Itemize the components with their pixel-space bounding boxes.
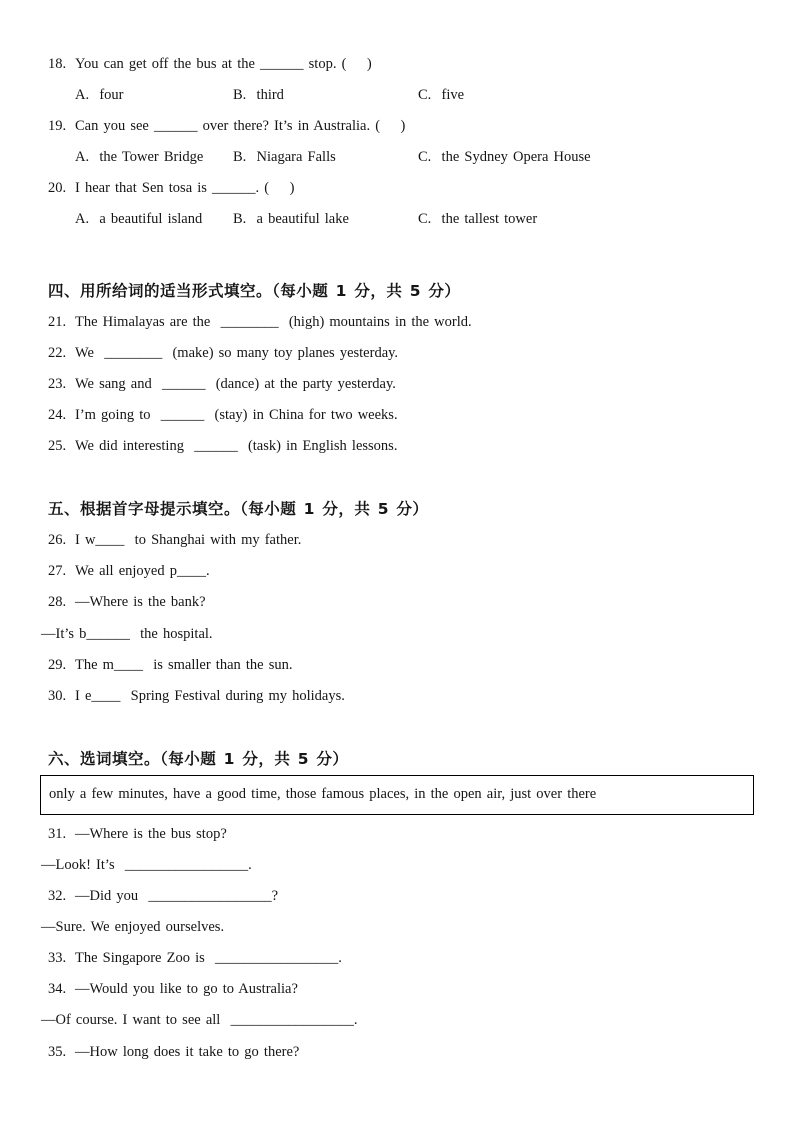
question-number: 27. <box>48 563 67 580</box>
question-number: 28. <box>48 594 67 611</box>
question-number: 32. <box>48 888 67 905</box>
question-number: 33. <box>48 950 67 967</box>
question-32-answer-line <box>41 912 763 943</box>
question-number: 31. <box>48 825 67 842</box>
question-text: —Where is the bus stop? <box>75 825 227 842</box>
option-b: B. third <box>233 87 284 104</box>
question-18-options <box>48 80 763 111</box>
question-number: 25. <box>48 438 67 455</box>
option-a: A. a beautiful island <box>75 211 203 228</box>
question-text: We did interesting ______ (task) in English lessons. <box>75 438 398 455</box>
question-text: I hear that Sen tosa is ______. ( ) <box>75 180 295 197</box>
section-4-header: 四、用所给词的适当形式填空。（每小题 1 分，共 5 分） <box>48 281 461 300</box>
question-33 <box>48 943 763 974</box>
question-35 <box>48 1037 763 1068</box>
section-6-items <box>41 819 763 1068</box>
question-text: We all enjoyed p____. <box>75 563 210 580</box>
question-number: 26. <box>48 532 67 549</box>
option-b: B. a beautiful lake <box>233 211 349 228</box>
question-34-answer-line <box>41 1005 763 1036</box>
question-28-answer-line <box>41 619 763 650</box>
question-text: —Look! It’s _________________. <box>41 856 252 873</box>
option-c: C. the Sydney Opera House <box>418 149 591 166</box>
question-text: We ________ (make) so many toy planes yesterday. <box>75 344 399 361</box>
question-25 <box>48 431 763 462</box>
question-text: You can get off the bus at the ______ stop. ( ) <box>75 56 372 72</box>
question-text: I’m going to ______ (stay) in China for two weeks. <box>75 406 398 423</box>
question-text: I w____ to Shanghai with my father. <box>75 532 302 549</box>
option-c: C. the tallest tower <box>418 211 538 228</box>
section-4-items <box>48 307 763 462</box>
question-text: The Himalayas are the ________ (high) mountains in the world. <box>75 313 472 330</box>
question-26 <box>48 525 763 556</box>
question-29 <box>48 650 763 681</box>
question-28 <box>48 587 763 618</box>
question-18 <box>48 49 763 80</box>
multiple-choice-section <box>48 49 763 236</box>
question-number: 30. <box>48 687 67 704</box>
option-c: C. five <box>418 87 465 104</box>
section-5-header: 五、根据首字母提示填空。（每小题 1 分，共 5 分） <box>48 500 429 519</box>
question-31-answer-line <box>41 850 763 881</box>
question-34 <box>48 974 763 1005</box>
question-number: 34. <box>48 981 67 998</box>
question-text: —Where is the bank? <box>75 594 206 611</box>
question-31 <box>48 819 763 850</box>
question-number: 22. <box>48 344 67 361</box>
section-5-items <box>41 525 763 712</box>
word-bank-text: only a few minutes, have a good time, those famous places, in the open air, just over there <box>49 785 597 802</box>
question-23 <box>48 369 763 400</box>
question-22 <box>48 338 763 369</box>
question-text: Can you see ______ over there? It’s in Australia. ( ) <box>75 118 406 135</box>
question-text: The m____ is smaller than the sun. <box>75 656 293 673</box>
question-number: 35. <box>48 1043 67 1060</box>
option-a: A. the Tower Bridge <box>75 149 204 166</box>
question-number: 23. <box>48 375 67 392</box>
question-19 <box>48 111 763 142</box>
question-27 <box>48 556 763 587</box>
section-6-header: 六、选词填空。（每小题 1 分，共 5 分） <box>48 749 349 768</box>
question-20 <box>48 173 763 204</box>
question-number: 19. <box>48 118 67 135</box>
question-number: 29. <box>48 656 67 673</box>
word-bank-box <box>40 775 754 815</box>
question-number: 21. <box>48 313 67 330</box>
question-text: —Of course. I want to see all _________________. <box>41 1012 358 1029</box>
question-number: 24. <box>48 406 67 423</box>
question-text: We sang and ______ (dance) at the party yesterday. <box>75 375 396 392</box>
option-a: A. four <box>75 87 124 104</box>
question-text: I e____ Spring Festival during my holidays. <box>75 687 345 704</box>
question-number: 20. <box>48 180 67 197</box>
question-number: 18. <box>48 56 67 72</box>
question-21 <box>48 307 763 338</box>
option-b: B. Niagara Falls <box>233 149 336 166</box>
question-19-options <box>48 142 763 173</box>
question-32 <box>48 881 763 912</box>
question-text: The Singapore Zoo is _________________. <box>75 950 342 967</box>
question-text: —It’s b______ the hospital. <box>41 625 213 642</box>
question-text: —Sure. We enjoyed ourselves. <box>41 919 225 936</box>
question-text: —Would you like to go to Australia? <box>75 981 298 998</box>
question-24 <box>48 400 763 431</box>
question-text: —Did you _________________? <box>75 888 279 905</box>
question-30 <box>48 681 763 712</box>
question-text: —How long does it take to go there? <box>75 1043 300 1060</box>
question-20-options <box>48 204 763 235</box>
